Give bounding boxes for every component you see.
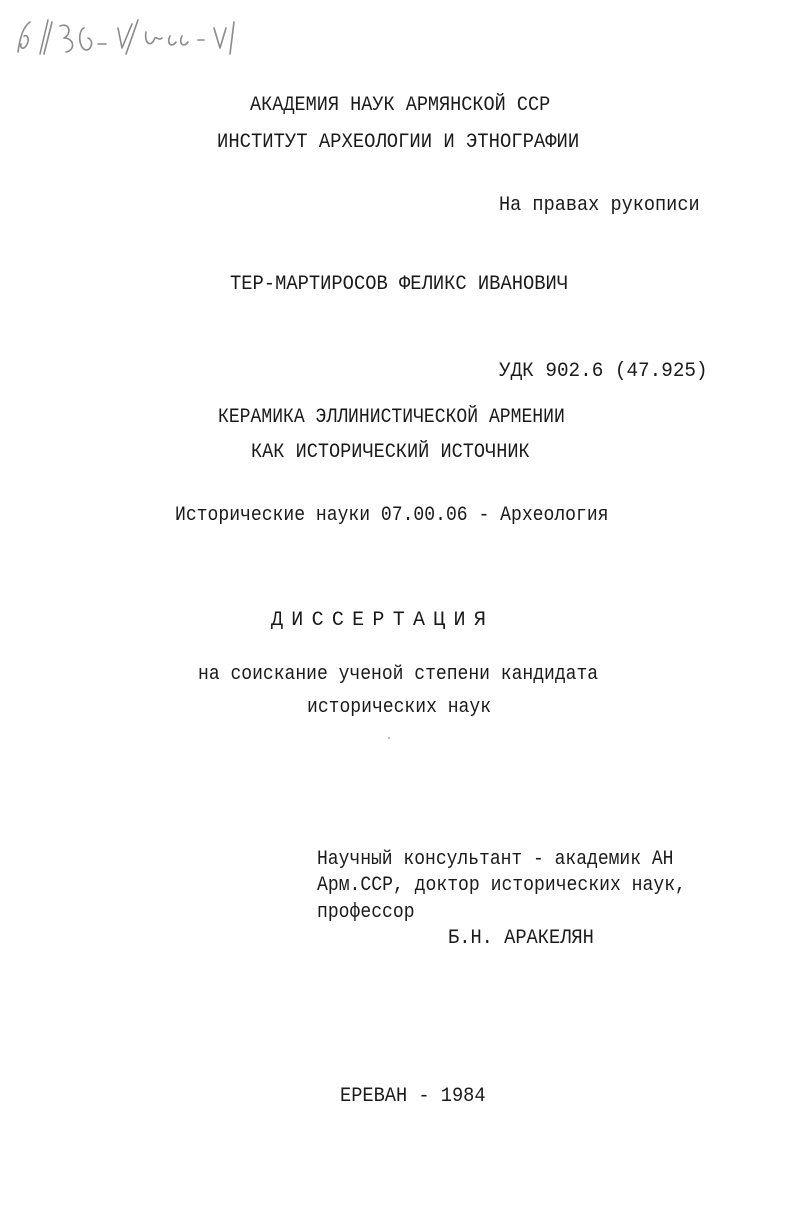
author-name: ТЕР-МАРТИРОСОВ ФЕЛИКС ИВАНОВИЧ [230, 273, 569, 296]
advisor-name: Б.Н. АРАКЕЛЯН [448, 927, 594, 950]
advisor-line-2: Арм.ССР, доктор исторических наук, [317, 874, 686, 897]
degree-line-2: исторических наук [307, 696, 492, 719]
advisor-line-3: профессор [317, 901, 415, 924]
udc-code: УДК 902.6 (47.925) [499, 360, 708, 383]
manuscript-note: На правах рукописи [499, 194, 700, 217]
academy-name: АКАДЕМИЯ НАУК АРМЯНСКОЙ ССР [250, 94, 551, 117]
institute-name: ИНСТИТУТ АРХЕОЛОГИИ И ЭТНОГРАФИИ [217, 131, 580, 154]
paper-speck [388, 737, 390, 739]
advisor-line-1: Научный консультант - академик АН [317, 848, 674, 871]
handwritten-note-scribble [14, 14, 250, 64]
dissertation-title-line-2: КАК ИСТОРИЧЕСКИЙ ИСТОЧНИК [251, 441, 530, 464]
city-year: ЕРЕВАН - 1984 [340, 1085, 486, 1108]
degree-line-1: на соискание ученой степени кандидата [198, 663, 599, 686]
specialty-line: Исторические науки 07.00.06 - Археология [175, 504, 609, 527]
dissertation-title-line-1: КЕРАМИКА ЭЛЛИНИСТИЧЕСКОЙ АРМЕНИИ [218, 406, 565, 429]
document-type: ДИССЕРТАЦИЯ [271, 609, 495, 632]
